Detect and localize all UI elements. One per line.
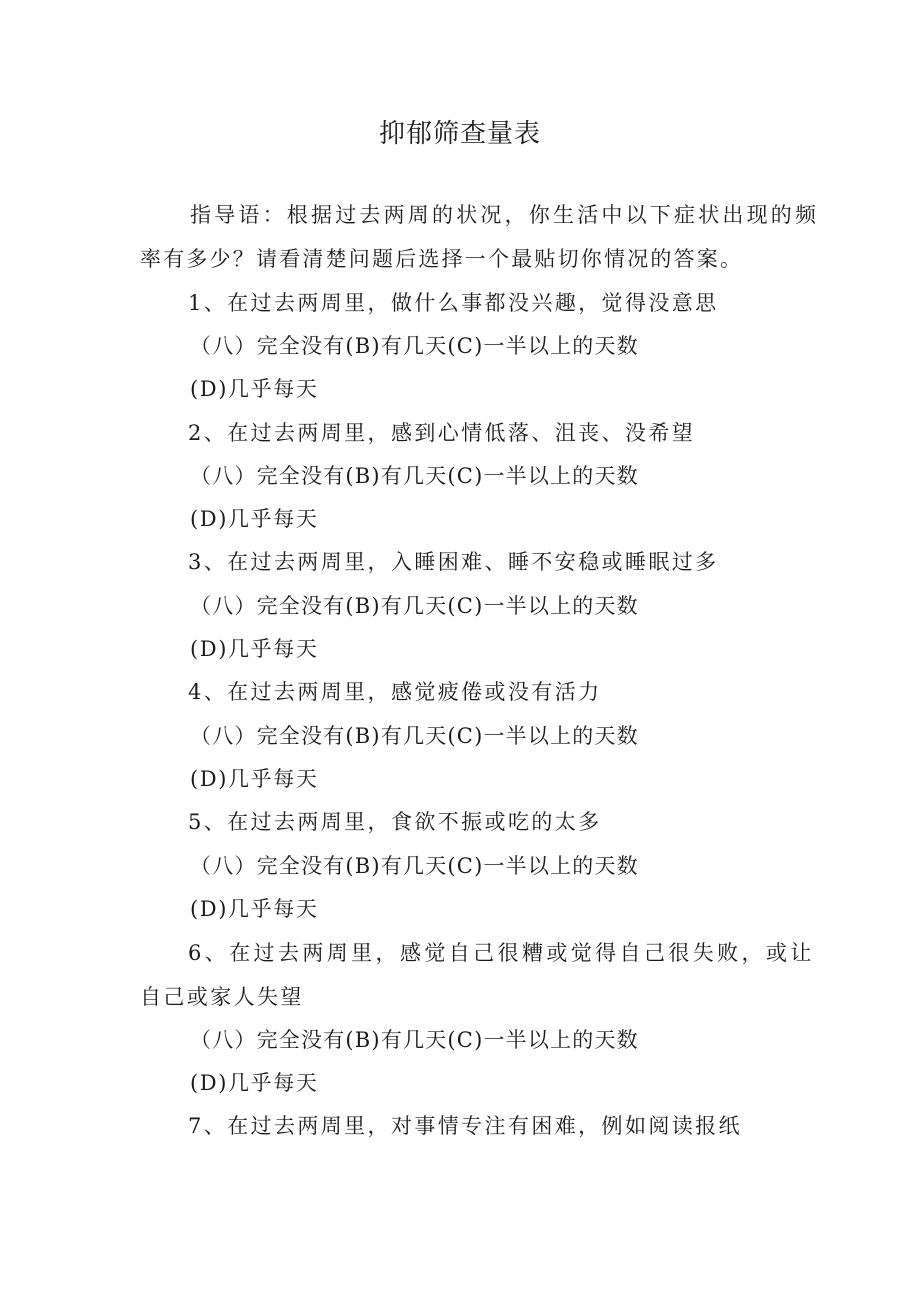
question-5-options-abc: （八）完全没有(B)有几天(C)一半以上的天数 bbox=[190, 854, 639, 878]
question-3-option-d: (D)几乎每天 bbox=[190, 637, 319, 661]
question-2-text: 2、在过去两周里，感到心情低落、沮丧、没希望 bbox=[188, 421, 696, 445]
question-1-option-d: (D)几乎每天 bbox=[190, 377, 319, 401]
question-7-text: 7、在过去两周里，对事情专注有困难，例如阅读报纸 bbox=[188, 1114, 742, 1138]
question-1-options-abc: （八）完全没有(B)有几天(C)一半以上的天数 bbox=[190, 334, 639, 358]
document-title: 抑郁筛查量表 bbox=[378, 119, 541, 149]
question-6-options-abc: （八）完全没有(B)有几天(C)一半以上的天数 bbox=[190, 1028, 639, 1052]
question-4-text: 4、在过去两周里，感觉疲倦或没有活力 bbox=[188, 680, 602, 704]
question-4-options-abc: （八）完全没有(B)有几天(C)一半以上的天数 bbox=[190, 724, 639, 748]
question-4-option-d: (D)几乎每天 bbox=[190, 767, 319, 791]
question-5-option-d: (D)几乎每天 bbox=[190, 897, 319, 921]
question-6-text-line-2: 自己或家人失望 bbox=[140, 985, 304, 1009]
intro-line-2: 率有多少？请看清楚问题后选择一个最贴切你情况的答案。 bbox=[140, 247, 744, 271]
question-2-option-d: (D)几乎每天 bbox=[190, 507, 319, 531]
question-6-text-line-1: 6、在过去两周里，感觉自己很糟或觉得自己很失败，或让 bbox=[188, 941, 815, 965]
question-1-text: 1、在过去两周里，做什么事都没兴趣，觉得没意思 bbox=[188, 291, 719, 315]
intro-line-1: 指导语：根据过去两周的状况，你生活中以下症状出现的频 bbox=[190, 203, 820, 227]
question-3-options-abc: （八）完全没有(B)有几天(C)一半以上的天数 bbox=[190, 594, 639, 618]
question-5-text: 5、在过去两周里，食欲不振或吃的太多 bbox=[188, 810, 602, 834]
question-2-options-abc: （八）完全没有(B)有几天(C)一半以上的天数 bbox=[190, 464, 639, 488]
question-6-option-d: (D)几乎每天 bbox=[190, 1071, 319, 1095]
question-3-text: 3、在过去两周里，入睡困难、睡不安稳或睡眠过多 bbox=[188, 550, 719, 574]
